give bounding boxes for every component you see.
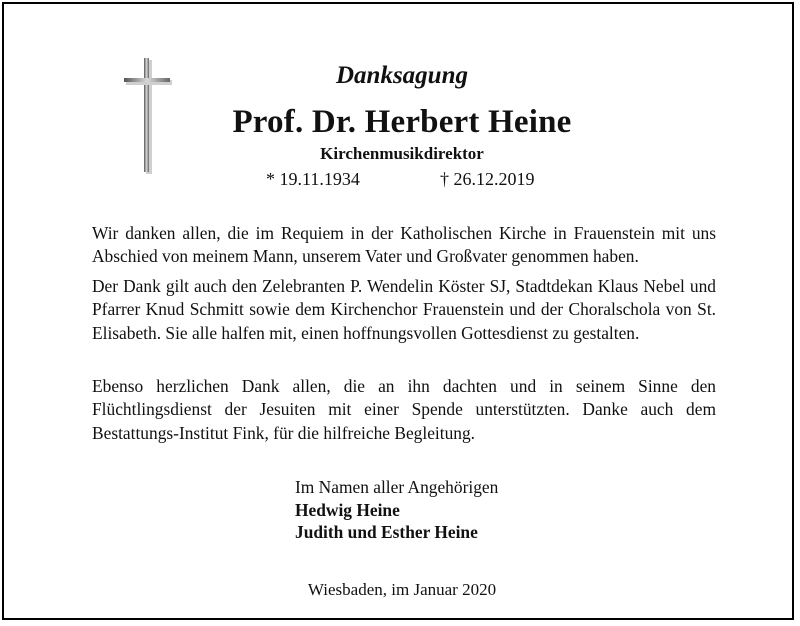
birth-date: * 19.11.1934: [266, 169, 360, 189]
place-date: Wiesbaden, im Januar 2020: [307, 580, 497, 599]
paragraph-1: Wir danken allen, die im Requiem in der Katholischen Kirche in Frauenstein mit uns Abschied von meinem Mann, unserem Vater und Großvater genommen haben.: [92, 223, 716, 267]
signature-block: [295, 476, 498, 544]
deceased-name: Prof. Dr. Herbert Heine: [232, 104, 572, 140]
death-date: † 26.12.2019: [440, 169, 535, 189]
signature-intro: Im Namen aller Angehörigen: [295, 477, 499, 497]
obituary-notice: [2, 2, 794, 620]
signature-name-1: Hedwig Heine: [295, 499, 400, 520]
paragraph-3: Ebenso herzlichen Dank allen, die an ihn dachten und in seinem Sinne den Flüchtlingsdienst der Jesuiten mit einer Spende unterstützten. Danke auch dem Bestattungs-Institut Fink, für die hilfreiche Begleitung.: [92, 376, 716, 443]
notice-heading: Danksagung: [336, 62, 468, 89]
paragraph-2: Der Dank gilt auch den Zelebranten P. Wendelin Köster SJ, Stadtdekan Klaus Nebel und Pfarrer Knud Schmitt sowie dem Kirchenchor Frauenstein und der Choralschola von St. Elisabeth. Sie alle halfen mit, einen hoffnungsvollen Gottesdienst zu gestalten.: [92, 276, 716, 343]
deceased-role: Kirchenmusikdirektor: [320, 144, 484, 163]
signature-name-2: Judith und Esther Heine: [295, 522, 478, 542]
